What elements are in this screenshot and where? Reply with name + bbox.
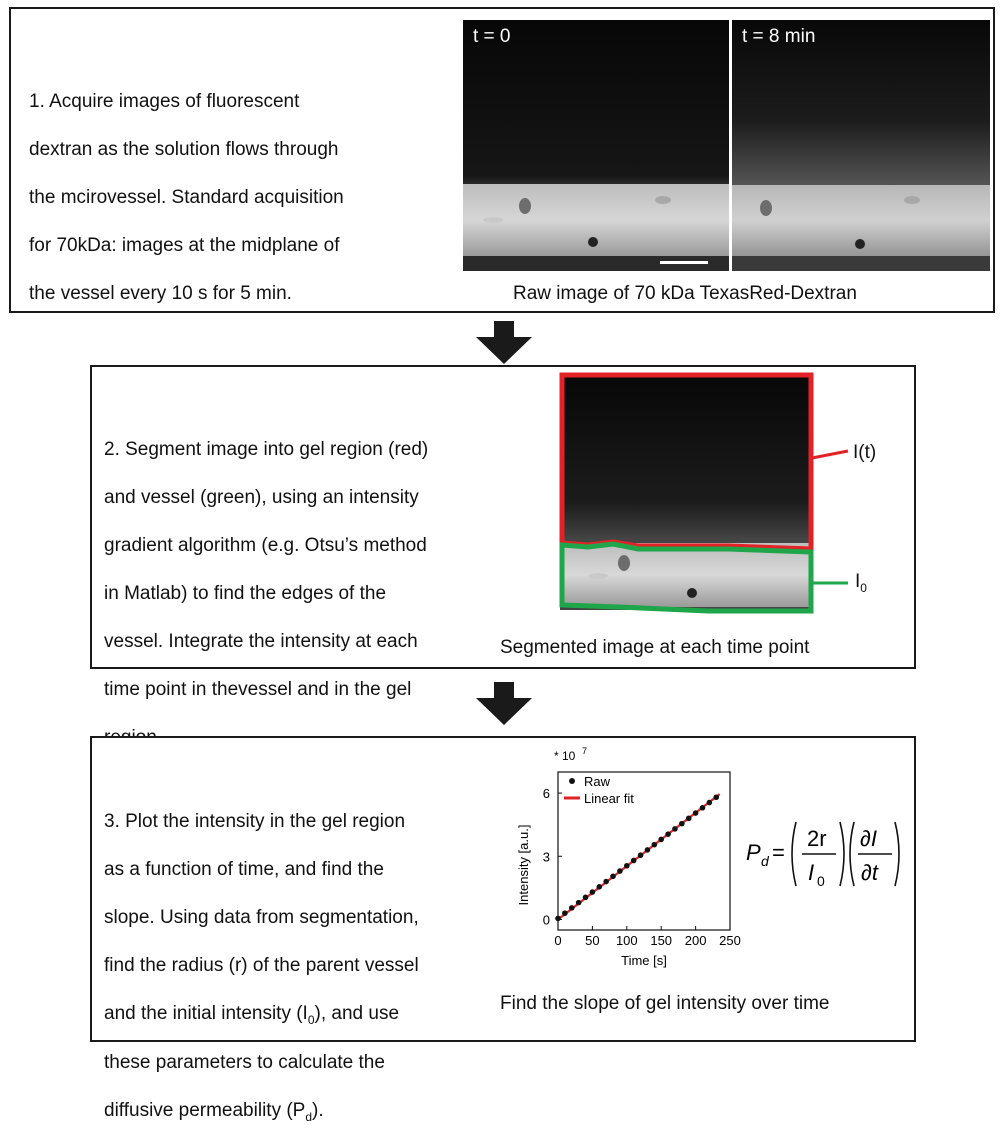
step3-line: as a function of time, and find the — [104, 859, 384, 880]
data-point — [596, 884, 602, 890]
step2-panel — [90, 365, 916, 700]
data-point — [576, 900, 582, 906]
legend-label-fit: Linear fit — [584, 791, 634, 806]
data-point — [665, 831, 671, 837]
intensity-chart — [512, 740, 742, 972]
data-point — [707, 800, 713, 806]
step3-caption: Find the slope of gel intensity over time — [500, 993, 830, 1014]
x-tick-label: 100 — [615, 933, 638, 948]
step3-panel — [90, 736, 916, 1124]
legend-marker-raw — [569, 778, 575, 784]
data-point — [658, 837, 664, 843]
scale-label: * 10 — [554, 749, 576, 763]
x-tick-label: 50 — [585, 933, 600, 948]
step1-line: 1. Acquire images of fluorescent — [29, 91, 300, 112]
x-axis-label: Time [s] — [621, 953, 667, 968]
scale-exponent: 7 — [582, 746, 588, 756]
step3-line: find the radius (r) of the parent vessel — [104, 955, 419, 976]
x-tick-label: 250 — [719, 933, 741, 948]
data-point — [617, 868, 623, 874]
step3-text — [104, 786, 504, 1148]
data-point — [638, 852, 644, 858]
x-tick-label: 0 — [554, 933, 562, 948]
step3-line: and the initial intensity $(I_0)$, and use — [104, 1003, 400, 1027]
data-point — [645, 847, 651, 853]
step2-line: 2. Segment image into gel region (red) — [104, 439, 429, 460]
legend-label-raw: Raw — [584, 774, 611, 789]
step1-line: for 70kDa: images at the midplane of — [29, 235, 340, 256]
eq-num2: ∂I — [860, 826, 877, 851]
y-tick-label: 3 — [542, 849, 550, 865]
down-arrow-icon — [476, 321, 532, 365]
eq-den1: I — [808, 860, 815, 885]
step2-line: time point in thevessel and in the gel — [104, 679, 412, 700]
step3-line: 3. Plot the intensity in the gel region — [104, 811, 406, 832]
step2-line: and vessel (green), using an intensity — [104, 487, 419, 508]
step2-line: in Matlab) to find the edges of the — [104, 583, 387, 604]
svg-text:=: = — [772, 840, 785, 865]
data-point — [569, 905, 575, 911]
eq-den1-sub: 0 — [817, 873, 825, 889]
data-point — [700, 805, 706, 811]
data-point — [562, 910, 568, 916]
step3-line: diffusive permeability $(P_d)$. — [104, 1100, 324, 1124]
eq-lhs-sub: d — [761, 853, 769, 869]
data-point — [610, 873, 616, 879]
data-point — [590, 889, 596, 895]
step3-line: slope. Using data from segmentation, — [104, 907, 419, 928]
permeability-equation — [744, 816, 904, 894]
eq-num1: 2r — [807, 826, 827, 851]
micrograph-t0 — [463, 20, 729, 271]
step1-line: dextran as the solution flows through — [29, 139, 339, 160]
y-tick-label: 0 — [542, 912, 550, 928]
time-label-t8: t = 8 min — [742, 26, 816, 47]
step1-panel — [9, 7, 995, 313]
step1-line: the mcirovessel. Standard acquisition — [29, 187, 344, 208]
data-point — [672, 826, 678, 832]
data-point — [693, 810, 699, 816]
step1-caption: Raw image of 70 kDa TexasRed-Dextran — [513, 283, 857, 304]
step1-line: the vessel every 10 s for 5 min. — [29, 283, 292, 304]
step2-caption: Segmented image at each time point — [500, 637, 810, 658]
data-point — [624, 863, 630, 869]
time-label-t0: t = 0 — [473, 26, 511, 47]
down-arrow-icon — [476, 682, 532, 726]
data-point — [679, 821, 685, 827]
label-vessel-intensity: $I_0$ — [855, 571, 867, 595]
step3-line: these parameters to calculate the — [104, 1052, 385, 1073]
data-point — [631, 858, 637, 864]
data-point — [555, 916, 561, 922]
data-point — [686, 816, 692, 822]
x-tick-label: 200 — [684, 933, 707, 948]
scale-bar — [660, 261, 708, 264]
data-point — [583, 895, 589, 901]
label-gel-intensity: I(t) — [853, 442, 877, 463]
x-tick-label: 150 — [650, 933, 673, 948]
data-point — [603, 879, 609, 885]
data-point — [652, 842, 658, 848]
y-tick-label: 6 — [542, 786, 550, 802]
eq-den2: ∂t — [861, 860, 878, 885]
segmented-image — [558, 371, 898, 617]
eq-lhs: P — [746, 840, 761, 865]
step2-line: vessel. Integrate the intensity at each — [104, 631, 418, 652]
micrograph-t8 — [732, 20, 990, 271]
step1-text — [29, 66, 449, 330]
step2-line: gradient algorithm (e.g. Otsu’s method — [104, 535, 427, 556]
data-point — [713, 794, 719, 800]
y-axis-label: Intensity [a.u.] — [516, 824, 531, 906]
